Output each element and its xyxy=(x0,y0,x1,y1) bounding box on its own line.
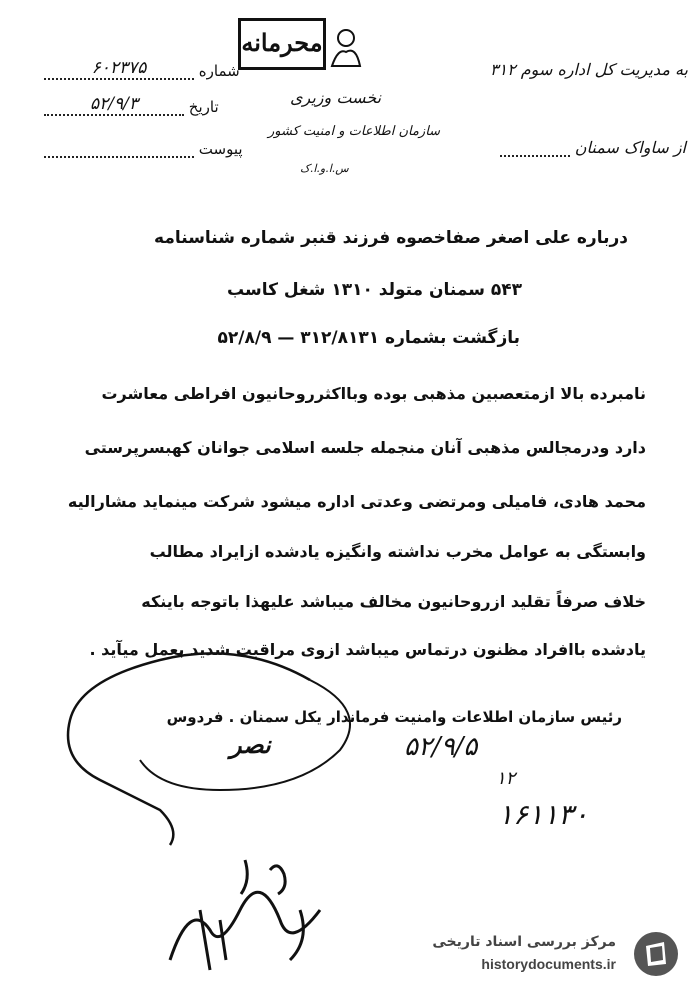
lion-sun-emblem-icon xyxy=(326,26,366,72)
hand-note-savak: س.ا.و.ا.ک xyxy=(300,162,349,175)
hand-code: ۱۶۱۱۳۰ xyxy=(498,798,589,831)
number-label: شماره xyxy=(198,62,240,80)
addressee-line: به مدیریت کل اداره سوم ۳۱۲ xyxy=(489,60,688,79)
date-label: تاریخ xyxy=(188,98,219,116)
sender-text: از ساواک سمنان xyxy=(574,138,686,157)
attachment-field xyxy=(44,140,243,158)
body-line: خلاف صرفاً تقلید ازروحانیون مخالف میباشد علیهذا باتوجه باینکه xyxy=(141,592,646,611)
body-line: نامبرده بالا ازمتعصبین مذهبی بوده وبااکثرروحانیون افراطی معاشرت xyxy=(101,384,646,403)
date-value: ۵۲/۹/۳ xyxy=(44,94,184,116)
watermark-en: historydocuments.ir xyxy=(481,956,616,972)
body-line: وابستگی به عوامل مخرب نداشته وانگیزه یادشده ازایراد مطالب xyxy=(149,542,646,561)
sender-dots xyxy=(500,155,570,157)
watermark xyxy=(420,928,688,980)
confidential-stamp: محرمانه xyxy=(238,18,326,70)
subject-line-3: بازگشت بشماره ۳۱۲/۸۱۳۱ — ۵۲/۸/۹ xyxy=(217,328,520,348)
date-field xyxy=(44,94,219,116)
subject-line-2: ۵۴۳ سمنان متولد ۱۳۱۰ شغل کاسب xyxy=(227,280,522,300)
attachment-dots xyxy=(44,156,194,158)
hand-small-number: ۱۲ xyxy=(496,768,516,789)
body-line: دارد ودرمجالس مذهبی آنان منجمله جلسه اسلامی جوانان کهبسرپرستی xyxy=(84,438,646,457)
body-line: یادشده باافراد مظنون درتماس میباشد ازوی مراقبت شدید بعمل میآید . xyxy=(89,640,646,659)
signature-loop xyxy=(40,640,380,850)
watermark-logo-icon xyxy=(632,930,680,978)
hand-date: ۵۲/۹/۵ xyxy=(404,732,478,762)
subject-line-1: درباره علی اصغر صفاخصوه فرزند قنبر شماره شناسنامه xyxy=(154,228,628,248)
hand-initial: نصر xyxy=(230,730,271,759)
attachment-label: پیوست xyxy=(198,140,243,158)
signature-scribble xyxy=(150,850,350,980)
hand-note-org: سازمان اطلاعات و امنیت کشور xyxy=(268,124,441,139)
sender-line xyxy=(500,138,686,157)
signatory-title: رئیس سازمان اطلاعات وامنیت فرماندار یکل سمنان . فردوس xyxy=(166,708,622,726)
body-line: محمد هادی، فامیلی ومرتضی وعدتی اداره میشود شرکت مینماید مشارالیه xyxy=(67,492,646,511)
watermark-fa: مرکز بررسی اسناد تاریخی xyxy=(432,934,616,950)
number-field xyxy=(44,58,240,80)
hand-note-pm: نخست وزیری xyxy=(290,88,382,107)
number-value: ۶۰۲۳۷۵ xyxy=(44,58,194,80)
